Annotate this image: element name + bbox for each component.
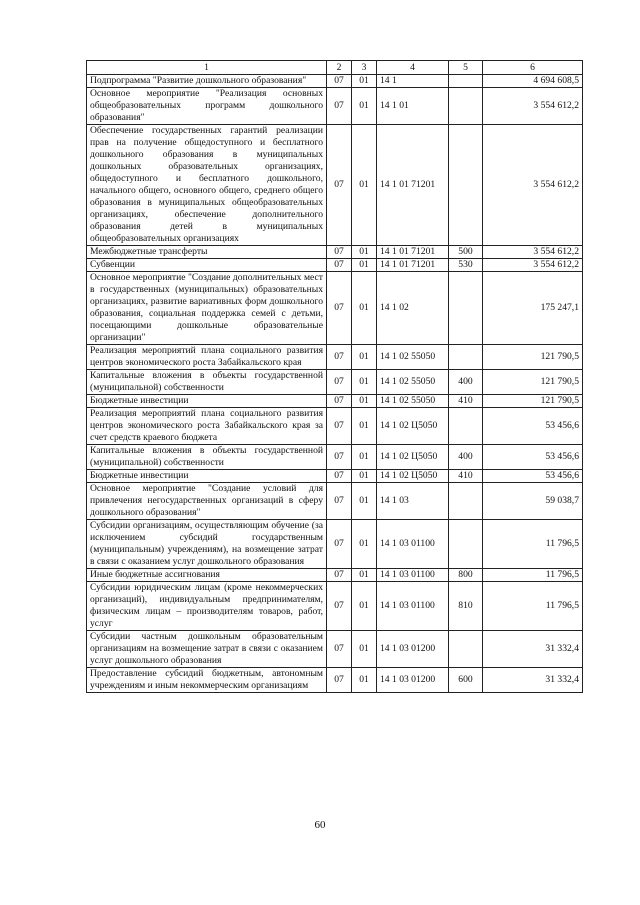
subsection-code: 01 bbox=[352, 445, 377, 470]
section-code: 07 bbox=[327, 445, 352, 470]
page-number: 60 bbox=[314, 819, 326, 831]
row-name: Основное мероприятие "Создание дополнительных мест в государственных (муниципальных) образовательных организациях, развитие вариативных форм дошкольного образования, социальная поддержка семей с детьми, посещающими дошкольные образовательные организации" bbox=[87, 272, 327, 345]
budget-table bbox=[86, 60, 583, 693]
subsection-code: 01 bbox=[352, 520, 377, 569]
section-code: 07 bbox=[327, 582, 352, 631]
expense-type-code: 600 bbox=[449, 668, 483, 693]
expense-type-code bbox=[449, 631, 483, 668]
subsection-code: 01 bbox=[352, 668, 377, 693]
subsection-code: 01 bbox=[352, 408, 377, 445]
amount: 53 456,6 bbox=[483, 408, 583, 445]
subsection-code: 01 bbox=[352, 345, 377, 370]
target-article-code: 14 1 02 Ц5050 bbox=[377, 408, 449, 445]
section-code: 07 bbox=[327, 631, 352, 668]
amount: 31 332,4 bbox=[483, 631, 583, 668]
subsection-code: 01 bbox=[352, 246, 377, 259]
subsection-code: 01 bbox=[352, 569, 377, 582]
column-header-3: 3 bbox=[352, 61, 377, 75]
row-name: Субвенции bbox=[87, 259, 327, 272]
table-row bbox=[87, 370, 583, 395]
target-article-code: 14 1 03 01100 bbox=[377, 520, 449, 569]
section-code: 07 bbox=[327, 75, 352, 88]
amount: 3 554 612,2 bbox=[483, 246, 583, 259]
table-row bbox=[87, 668, 583, 693]
target-article-code: 14 1 03 bbox=[377, 483, 449, 520]
expense-type-code bbox=[449, 272, 483, 345]
expense-type-code: 810 bbox=[449, 582, 483, 631]
section-code: 07 bbox=[327, 259, 352, 272]
amount: 121 790,5 bbox=[483, 395, 583, 408]
table-header-row bbox=[87, 61, 583, 75]
row-name: Бюджетные инвестиции bbox=[87, 395, 327, 408]
target-article-code: 14 1 01 71201 bbox=[377, 246, 449, 259]
amount: 3 554 612,2 bbox=[483, 88, 583, 125]
table-row bbox=[87, 569, 583, 582]
amount: 53 456,6 bbox=[483, 470, 583, 483]
table-row bbox=[87, 259, 583, 272]
target-article-code: 14 1 01 71201 bbox=[377, 259, 449, 272]
row-name: Обеспечение государственных гарантий реализации прав на получение общедоступного и бесплатного дошкольного образования в муниципальных дошкольных образовательных организациях, общедоступного и бесплатного дошкольного, начального общего, основного общего, среднего общего образования в муниципальных общеобразовательных организациях, обеспечение дополнительного образования детей в муниципальных общеобразовательных организациях bbox=[87, 125, 327, 246]
row-name: Межбюджетные трансферты bbox=[87, 246, 327, 259]
section-code: 07 bbox=[327, 668, 352, 693]
amount: 175 247,1 bbox=[483, 272, 583, 345]
subsection-code: 01 bbox=[352, 470, 377, 483]
amount: 4 694 608,5 bbox=[483, 75, 583, 88]
target-article-code: 14 1 02 55050 bbox=[377, 395, 449, 408]
section-code: 07 bbox=[327, 395, 352, 408]
section-code: 07 bbox=[327, 520, 352, 569]
section-code: 07 bbox=[327, 272, 352, 345]
amount: 121 790,5 bbox=[483, 345, 583, 370]
table-row bbox=[87, 470, 583, 483]
expense-type-code: 800 bbox=[449, 569, 483, 582]
expense-type-code: 400 bbox=[449, 370, 483, 395]
subsection-code: 01 bbox=[352, 395, 377, 408]
section-code: 07 bbox=[327, 370, 352, 395]
table-row bbox=[87, 445, 583, 470]
row-name: Предоставление субсидий бюджетным, автономным учреждениям и иным некоммерческим организациям bbox=[87, 668, 327, 693]
expense-type-code: 400 bbox=[449, 445, 483, 470]
row-name: Реализация мероприятий плана социального развития центров экономического роста Забайкальского края bbox=[87, 345, 327, 370]
column-header-5: 5 bbox=[449, 61, 483, 75]
table-row bbox=[87, 125, 583, 246]
expense-type-code bbox=[449, 75, 483, 88]
row-name: Основное мероприятие "Создание условий для привлечения негосударственных организаций в сферу дошкольного образования" bbox=[87, 483, 327, 520]
target-article-code: 14 1 02 55050 bbox=[377, 345, 449, 370]
target-article-code: 14 1 01 bbox=[377, 88, 449, 125]
table-row bbox=[87, 246, 583, 259]
target-article-code: 14 1 03 01100 bbox=[377, 582, 449, 631]
subsection-code: 01 bbox=[352, 125, 377, 246]
row-name: Субсидии частным дошкольным образовательным организациям на возмещение затрат в связи с оказанием услуг дошкольного образования bbox=[87, 631, 327, 668]
table-row bbox=[87, 408, 583, 445]
target-article-code: 14 1 03 01200 bbox=[377, 631, 449, 668]
amount: 11 796,5 bbox=[483, 520, 583, 569]
target-article-code: 14 1 02 bbox=[377, 272, 449, 345]
amount: 59 038,7 bbox=[483, 483, 583, 520]
expense-type-code bbox=[449, 408, 483, 445]
target-article-code: 14 1 03 01200 bbox=[377, 668, 449, 693]
expense-type-code bbox=[449, 483, 483, 520]
expense-type-code: 410 bbox=[449, 395, 483, 408]
target-article-code: 14 1 02 55050 bbox=[377, 370, 449, 395]
table-row bbox=[87, 75, 583, 88]
subsection-code: 01 bbox=[352, 259, 377, 272]
subsection-code: 01 bbox=[352, 631, 377, 668]
table-row bbox=[87, 272, 583, 345]
column-header-4: 4 bbox=[377, 61, 449, 75]
subsection-code: 01 bbox=[352, 272, 377, 345]
table-row bbox=[87, 88, 583, 125]
section-code: 07 bbox=[327, 345, 352, 370]
amount: 121 790,5 bbox=[483, 370, 583, 395]
expense-type-code: 530 bbox=[449, 259, 483, 272]
expense-type-code: 410 bbox=[449, 470, 483, 483]
row-name: Основное мероприятие "Реализация основных общеобразовательных программ дошкольного образования" bbox=[87, 88, 327, 125]
expense-type-code: 500 bbox=[449, 246, 483, 259]
expense-type-code bbox=[449, 88, 483, 125]
row-name: Иные бюджетные ассигнования bbox=[87, 569, 327, 582]
amount: 11 796,5 bbox=[483, 569, 583, 582]
section-code: 07 bbox=[327, 408, 352, 445]
subsection-code: 01 bbox=[352, 75, 377, 88]
section-code: 07 bbox=[327, 569, 352, 582]
table-row bbox=[87, 345, 583, 370]
expense-type-code bbox=[449, 345, 483, 370]
section-code: 07 bbox=[327, 246, 352, 259]
subsection-code: 01 bbox=[352, 582, 377, 631]
subsection-code: 01 bbox=[352, 483, 377, 520]
row-name: Субсидии юридическим лицам (кроме некоммерческих организаций), индивидуальным предпринимателям, физическим лицам – производителям товаров, работ, услуг bbox=[87, 582, 327, 631]
row-name: Бюджетные инвестиции bbox=[87, 470, 327, 483]
amount: 3 554 612,2 bbox=[483, 125, 583, 246]
section-code: 07 bbox=[327, 88, 352, 125]
target-article-code: 14 1 01 71201 bbox=[377, 125, 449, 246]
amount: 31 332,4 bbox=[483, 668, 583, 693]
target-article-code: 14 1 bbox=[377, 75, 449, 88]
table-row bbox=[87, 582, 583, 631]
section-code: 07 bbox=[327, 483, 352, 520]
table-row bbox=[87, 520, 583, 569]
table-row bbox=[87, 631, 583, 668]
section-code: 07 bbox=[327, 470, 352, 483]
table-body bbox=[87, 75, 583, 693]
expense-type-code bbox=[449, 520, 483, 569]
table-row bbox=[87, 483, 583, 520]
section-code: 07 bbox=[327, 125, 352, 246]
expense-type-code bbox=[449, 125, 483, 246]
subsection-code: 01 bbox=[352, 370, 377, 395]
amount: 11 796,5 bbox=[483, 582, 583, 631]
target-article-code: 14 1 02 Ц5050 bbox=[377, 470, 449, 483]
column-header-1: 1 bbox=[87, 61, 327, 75]
row-name: Субсидии организациям, осуществляющим обучение (за исключением субсидий государственным (муниципальным) учреждениям), на возмещение затрат в связи с оказанием услуг дошкольного образования bbox=[87, 520, 327, 569]
row-name: Капитальные вложения в объекты государственной (муниципальной) собственности bbox=[87, 445, 327, 470]
target-article-code: 14 1 03 01100 bbox=[377, 569, 449, 582]
row-name: Капитальные вложения в объекты государственной (муниципальной) собственности bbox=[87, 370, 327, 395]
column-header-6: 6 bbox=[483, 61, 583, 75]
column-header-2: 2 bbox=[327, 61, 352, 75]
subsection-code: 01 bbox=[352, 88, 377, 125]
amount: 53 456,6 bbox=[483, 445, 583, 470]
table-row bbox=[87, 395, 583, 408]
target-article-code: 14 1 02 Ц5050 bbox=[377, 445, 449, 470]
amount: 3 554 612,2 bbox=[483, 259, 583, 272]
row-name: Реализация мероприятий плана социального развития центров экономического роста Забайкальского края за счет средств краевого бюджета bbox=[87, 408, 327, 445]
row-name: Подпрограмма "Развитие дошкольного образования" bbox=[87, 75, 327, 88]
